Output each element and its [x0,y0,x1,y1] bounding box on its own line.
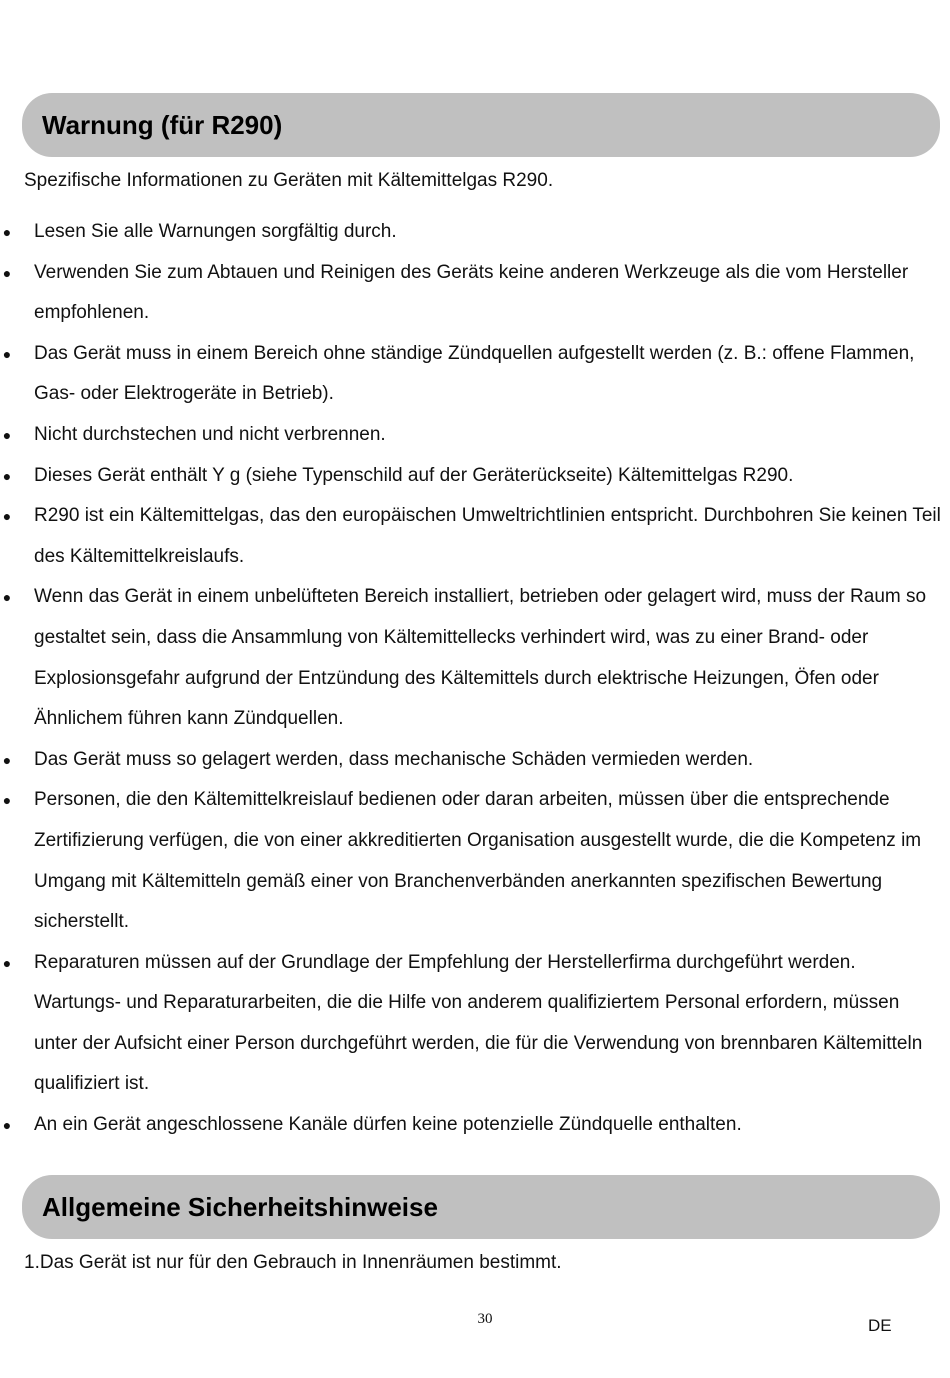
bullet-icon: ● [2,508,12,525]
list-item [0,212,942,253]
bullet-icon: ● [2,751,12,768]
list-item-text: Personen, die den Kältemittelkreislauf bedienen oder daran arbeiten, müssen über die entsprechende Zertifizierung verfügen, die von einer akkreditierten Organisation ausgestellt wurde, die die Kompetenz im Umgang mit Kältemitteln gemäß einer von Branchenverbänden anerkannten spezifischen Bewertung sicherstellt. [34,789,922,933]
section-title-warning: Warnung (für R290) [42,110,283,140]
list-item-text: Das Gerät muss so gelagert werden, dass mechanische Schäden vermieden werden. [34,748,754,770]
bullet-icon: ● [2,589,12,606]
list-item-text: Lesen Sie alle Warnungen sorgfältig durch. [34,221,397,242]
list-item-text: An ein Gerät angeschlossene Kanäle dürfen keine potenzielle Zündquelle enthalten. [34,1114,742,1136]
page-number: 30 [477,1311,493,1327]
list-item-text: Das Gerät muss in einem Bereich ohne ständige Zündquellen aufgestellt werden (z. B.: offene Flammen, Gas- oder Elektrogeräte in Betrieb). [34,342,915,405]
list-item [0,253,942,334]
language-label: DE [868,1316,892,1335]
list-item-text: Dieses Gerät enthält Y g (siehe Typenschild auf der Geräterückseite) Kältemittelgas R290. [34,464,794,486]
bullet-icon: ● [2,467,12,484]
section-header-general [22,1175,940,1239]
bullet-icon: ● [2,224,12,240]
section-title-general: Allgemeine Sicherheitshinweise [42,1192,438,1222]
list-item [0,577,942,739]
bullet-icon: ● [2,426,12,443]
list-item [0,334,942,415]
list-item [0,496,942,577]
bullet-icon: ● [2,1117,12,1134]
warning-intro: Spezifische Informationen zu Geräten mit Kältemittelgas R290. [24,170,554,191]
bullet-icon: ● [2,264,12,281]
list-item-text: Nicht durchstechen und nicht verbrennen. [34,423,386,445]
list-item-text: Verwenden Sie zum Abtauen und Reinigen des Geräts keine anderen Werkzeuge als die vom Hersteller empfohlenen. [34,261,909,324]
list-item [0,943,942,1105]
list-item-text: Wenn das Gerät in einem unbelüfteten Bereich installiert, betrieben oder gelagert wird, muss der Raum so gestaltet sein, dass die Ansammlung von Kältemittellecks verhindert wird, was zu einer Brand- oder Explosionsgefahr aufgrund der Entzündung des Kältemittels durch elektrische Heizungen, Öfen oder Ähnlichem führen kann Zündquellen. [34,586,927,730]
warning-list [0,212,942,1146]
list-item [0,456,942,497]
list-item [0,415,942,456]
list-item [0,740,942,781]
list-item [0,780,942,942]
bullet-icon: ● [2,792,12,809]
bullet-icon: ● [2,345,12,362]
bullet-icon: ● [2,954,12,971]
section-header-warning [22,93,940,157]
list-item [0,1105,942,1146]
general-item-1: 1.Das Gerät ist nur für den Gebrauch in Innenräumen bestimmt. [24,1252,562,1273]
list-item-text: Reparaturen müssen auf der Grundlage der Empfehlung der Herstellerfirma durchgeführt werden. Wartungs- und Reparaturarbeiten, die die Hilfe von anderem qualifiziertem Personal erfordern, müssen unter der Aufsicht einer Person durchgeführt werden, die für die Verwendung von brennbaren Kältemitteln qualifiziert ist. [34,951,923,1095]
list-item-text: R290 ist ein Kältemittelgas, das den europäischen Umweltrichtlinien entspricht. Durchbohren Sie keinen Teil des Kältemittelkreislaufs. [34,505,941,567]
